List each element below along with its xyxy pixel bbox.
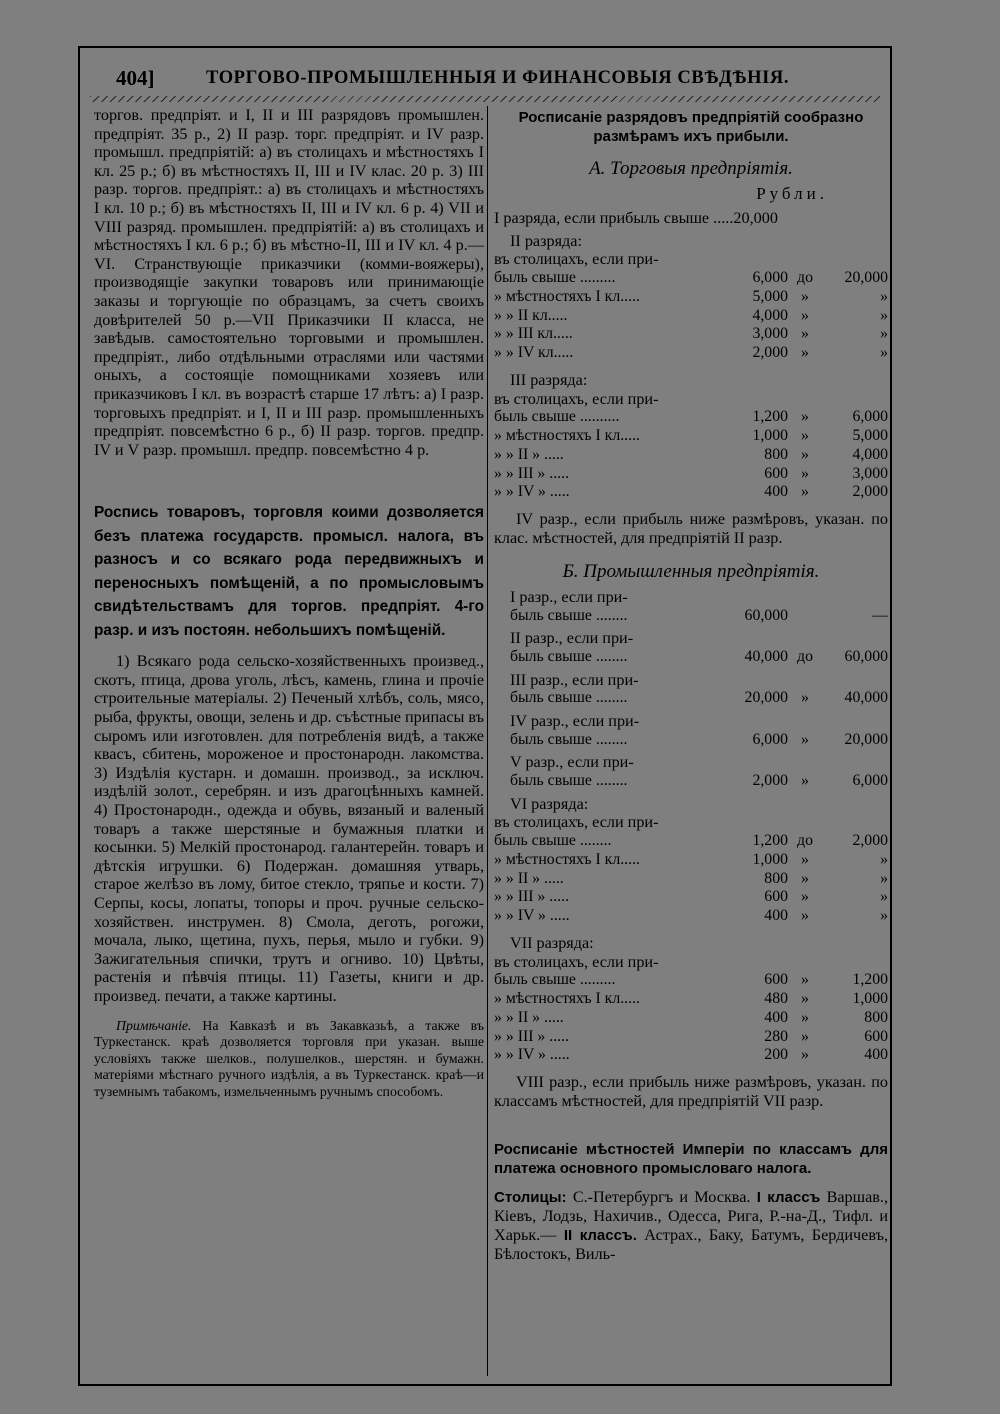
rate-v2: 6,000 bbox=[852, 408, 888, 426]
b-grade-table bbox=[494, 772, 888, 791]
rate-v1: 800 bbox=[764, 869, 788, 887]
rate-row bbox=[494, 483, 888, 502]
rate-v2: 6,000 bbox=[852, 772, 888, 790]
class1-label: I классъ bbox=[756, 1189, 821, 1207]
rate-label: » » II кл..... bbox=[494, 306, 568, 324]
rate-row bbox=[494, 344, 888, 363]
rate-v2: » bbox=[880, 850, 888, 868]
rate-sep: » bbox=[801, 344, 809, 362]
rate-row bbox=[494, 832, 888, 851]
rate-v2: 20,000 bbox=[844, 268, 888, 286]
b-grade-line1: II разр., если при- bbox=[510, 629, 634, 648]
rate-row bbox=[494, 446, 888, 465]
rate-v2: » bbox=[880, 888, 888, 906]
rate-l2: быль свыше ........ bbox=[510, 647, 628, 665]
rate-sep: » bbox=[801, 483, 809, 501]
rate-sep: до bbox=[797, 268, 813, 286]
a-grade-2-head: II разряда: bbox=[510, 231, 582, 250]
rate-v2: — bbox=[872, 606, 888, 624]
goods-list: 1) Всякаго рода сельско-хозяйственныхъ произвед., скотъ, птица, дрова уголь, лѣсъ, камень, глина и прочіе строительные матеріалы. 2) Печеный хлѣбъ, соль, мясо, рыба, фрукты, овощи, зелень и др. съѣстные припасы въ сыромъ или изготовлен. для потребленія видѣ, а также квасъ, сбитень, мороженое и простонародн. лакомства. 3) Издѣлія кустарн. и домашн. производ., за исключ. издѣлій золот., серебрян. и изъ драгоцѣнныхъ камней. 4) Простонародн., одежда и обувь, вязаный и валеный товаръ а также шерстяные и бумажныя платки и косынки. 5) Мелкій простонарод. галантерейн. товаръ и дѣтскія игрушки. 6) Подержан. домашняя утварь, старое желѣзо въ лому, битое стекло, тряпье и кости. 7) Серпы, косы, лопаты, топоры и проч. ручные сельско-хозяйствен. инструмен. 8) Смола, деготь, рогожи, мочала, лыко, щетина, пухъ, перья, мыло и губки. 9) Зажигательныя спички, трутъ и огниво. 10) Цвѣты, растенія и пѣвчія птицы. 11) Газеты, книги и др. произвед. печати, а также картины. bbox=[94, 652, 485, 1005]
b-grade-7-intro: въ столицахъ, если при- bbox=[494, 952, 659, 971]
rate-v1: 480 bbox=[764, 990, 788, 1008]
rate-label: » » III » ..... bbox=[494, 888, 570, 906]
rate-v2: 40,000 bbox=[844, 689, 888, 707]
rate-label: » мѣстностяхъ I кл..... bbox=[494, 990, 640, 1008]
rate-v1: 1,200 bbox=[752, 408, 788, 426]
rate-row bbox=[494, 325, 888, 344]
note-label: Примѣчаніе. bbox=[116, 1017, 192, 1033]
rate-row bbox=[494, 772, 888, 791]
b-grade-table bbox=[494, 689, 888, 708]
rate-label: » » III » ..... bbox=[494, 1027, 570, 1045]
rate-v1: 6,000 bbox=[752, 730, 788, 748]
list-heading: Роспись товаровъ, торговля коими дозволяется безъ платежа государств. промысл. налога, въ разносъ и со всякаго рода передвижныхъ и переносныхъ помѣщеній, а по промысловымъ свидѣтельствамъ для торгов. предпріят. 4-го разр. и изъ постоян. небольшихъ помѣщеній. bbox=[94, 504, 484, 639]
rate-sep: » bbox=[801, 1027, 809, 1045]
b-grade-line1: III разр., если при- bbox=[510, 670, 639, 689]
class1-text: Варшав., Кіевъ, Лодзь, Нахичив., Одесса, Рига, Р.-на-Д., Тифл. и Харьк.— bbox=[494, 1188, 889, 1244]
b-grade-7-head: VII разряда: bbox=[510, 934, 594, 953]
rate-label: быль свыше ......... bbox=[494, 268, 616, 286]
rate-v1: 60,000 bbox=[744, 606, 788, 624]
rate-row bbox=[494, 1028, 888, 1047]
rate-label: » » II » ..... bbox=[494, 445, 564, 463]
b-grade-line1: IV разр., если при- bbox=[510, 712, 640, 731]
b-grade-6-table bbox=[494, 832, 888, 926]
rate-label: быль свыше ........ bbox=[494, 832, 612, 850]
localities-heading: Росписаніе мѣстностей Имперіи по классамъ для платежа основного промысловаго налога. bbox=[494, 1141, 888, 1178]
rates-heading: Росписаніе разрядовъ предпріятій сообразно размѣрамъ ихъ прибыли. bbox=[518, 109, 864, 145]
class2-label: II классъ. bbox=[563, 1226, 637, 1244]
rate-sep: » bbox=[801, 445, 809, 463]
rate-row bbox=[494, 689, 888, 708]
rate-sep: до bbox=[797, 832, 813, 850]
rate-label: » » III кл..... bbox=[494, 325, 573, 343]
rate-row bbox=[494, 888, 888, 907]
b-grade-row bbox=[494, 629, 888, 666]
rate-v2: » bbox=[880, 907, 888, 925]
b-grade-row bbox=[494, 671, 888, 708]
b-grade-6 bbox=[494, 795, 888, 926]
rate-sep: » bbox=[801, 850, 809, 868]
page-header bbox=[102, 60, 882, 90]
rate-sep: » bbox=[801, 772, 809, 790]
rate-v2: » bbox=[880, 325, 888, 343]
rate-label: » » IV » ..... bbox=[494, 907, 570, 925]
note-text: На Кавказѣ и въ Закавказьѣ, а также въ Туркестанск. краѣ дозволяется торговля при указан. выше условіяхъ также шелков., полушелков., шерстян. и бумажн. матеріями мѣстнаго ручного издѣлія, а въ Туркестанск. краѣ—и туземнымъ табакомъ, измельченнымъ ручнымъ способомъ. bbox=[94, 1017, 484, 1099]
a-grade-1: I разряда, если прибыль свыше .....20,000 bbox=[494, 209, 778, 228]
rate-sep: » bbox=[801, 408, 809, 426]
rate-v2: 2,000 bbox=[852, 832, 888, 850]
rate-v2: 4,000 bbox=[852, 445, 888, 463]
rate-v1: 400 bbox=[764, 483, 788, 501]
b-grade-row bbox=[494, 712, 888, 749]
b-grade-6-intro: въ столицахъ, если при- bbox=[494, 813, 659, 832]
rate-v2: 800 bbox=[864, 1008, 888, 1026]
section-a-title: А. Торговыя предпріятія. bbox=[589, 158, 793, 179]
rate-v1: 1,200 bbox=[752, 832, 788, 850]
a-grade-3-head: III разряда: bbox=[510, 370, 588, 389]
capitals-text: С.-Петербургъ и Москва. bbox=[572, 1188, 751, 1207]
rate-sep: » bbox=[801, 869, 809, 887]
rate-v2: » bbox=[880, 344, 888, 362]
rate-v1: 40,000 bbox=[744, 647, 788, 665]
rate-v2: » bbox=[880, 869, 888, 887]
rate-row bbox=[494, 870, 888, 889]
rate-v2: 20,000 bbox=[844, 730, 888, 748]
rate-v1: 280 bbox=[764, 1027, 788, 1045]
rate-sep: » bbox=[801, 1046, 809, 1064]
rate-v1: 600 bbox=[764, 971, 788, 989]
rate-v1: 400 bbox=[764, 1008, 788, 1026]
b-grade-8: VIII разр., если прибыль ниже размѣровъ, указан. по классамъ мѣстностей, для предпріятій VII разр. bbox=[494, 1073, 888, 1110]
rate-row bbox=[494, 408, 888, 427]
rate-row bbox=[494, 607, 888, 626]
rate-v2: 1,200 bbox=[852, 971, 888, 989]
rate-row bbox=[494, 731, 888, 750]
rate-sep: » bbox=[801, 971, 809, 989]
rate-v2: 600 bbox=[864, 1027, 888, 1045]
rate-label: » мѣстностяхъ I кл..... bbox=[494, 850, 640, 868]
rate-v1: 20,000 bbox=[744, 689, 788, 707]
rate-v1: 400 bbox=[764, 907, 788, 925]
b-grade-row bbox=[494, 753, 888, 790]
section-b-title: Б. Промышленныя предпріятія. bbox=[562, 561, 820, 583]
a-grade-3-table bbox=[494, 408, 888, 502]
rate-sep: » bbox=[801, 426, 809, 444]
rate-label: быль свыше .......... bbox=[494, 408, 620, 426]
rate-row bbox=[494, 427, 888, 446]
rate-row bbox=[494, 851, 888, 870]
rate-v1: 1,000 bbox=[752, 426, 788, 444]
a-grade-3 bbox=[494, 371, 888, 502]
rate-row bbox=[494, 907, 888, 926]
b-grades-1-5 bbox=[494, 588, 888, 791]
rate-row bbox=[494, 971, 888, 990]
rate-v1: 600 bbox=[764, 888, 788, 906]
right-column bbox=[494, 108, 888, 1264]
rate-sep: » bbox=[801, 1008, 809, 1026]
rate-row bbox=[494, 269, 888, 288]
running-title: ТОРГОВО-ПРОМЫШЛЕННЫЯ И ФИНАНСОВЫЯ СВѢДѢНІЯ. bbox=[206, 68, 790, 88]
rate-row bbox=[494, 1046, 888, 1065]
rate-label: » » II » ..... bbox=[494, 869, 564, 887]
rate-label: быль свыше ......... bbox=[494, 971, 616, 989]
rate-label: » мѣстностяхъ I кл..... bbox=[494, 287, 640, 305]
rate-v2: 5,000 bbox=[852, 426, 888, 444]
rate-sep: » bbox=[801, 306, 809, 324]
a-grade-3-intro: въ столицахъ, если при- bbox=[494, 389, 659, 408]
rate-v1: 1,000 bbox=[752, 850, 788, 868]
rate-row bbox=[494, 465, 888, 484]
b-grade-table bbox=[494, 607, 888, 626]
rate-l2: быль свыше ........ bbox=[510, 730, 628, 748]
rate-sep: » bbox=[801, 730, 809, 748]
b-grade-7-table bbox=[494, 971, 888, 1065]
b-grade-line1: V разр., если при- bbox=[510, 753, 634, 772]
rate-v1: 2,000 bbox=[752, 344, 788, 362]
rate-label: » » III » ..... bbox=[494, 464, 570, 482]
rate-l2: быль свыше ........ bbox=[510, 689, 628, 707]
unit-label: Рубли. bbox=[756, 183, 828, 203]
rate-row bbox=[494, 307, 888, 326]
rate-sep: » bbox=[801, 325, 809, 343]
rate-sep: » bbox=[801, 689, 809, 707]
rate-v2: 2,000 bbox=[852, 483, 888, 501]
rate-sep: до bbox=[797, 647, 813, 665]
rate-sep bbox=[788, 607, 822, 626]
rate-v2: 60,000 bbox=[844, 647, 888, 665]
rate-v1: 600 bbox=[764, 464, 788, 482]
rate-v2: 400 bbox=[864, 1046, 888, 1064]
rate-v2: » bbox=[880, 306, 888, 324]
note-paragraph bbox=[94, 1018, 484, 1101]
a-grade-2-table bbox=[494, 269, 888, 363]
b-grade-line1: I разр., если при- bbox=[510, 587, 628, 606]
rate-label: » » IV » ..... bbox=[494, 1046, 570, 1064]
rate-sep: » bbox=[801, 907, 809, 925]
rate-sep: » bbox=[801, 287, 809, 305]
b-grade-table bbox=[494, 648, 888, 667]
rate-label: » » IV » ..... bbox=[494, 483, 570, 501]
rate-row bbox=[494, 990, 888, 1009]
rate-v1: 6,000 bbox=[752, 268, 788, 286]
a-grade-2 bbox=[494, 232, 888, 363]
rate-sep: » bbox=[801, 990, 809, 1008]
rate-label: » » IV кл..... bbox=[494, 344, 574, 362]
rate-v2: » bbox=[880, 287, 888, 305]
rate-v1: 4,000 bbox=[752, 306, 788, 324]
rate-l2: быль свыше ........ bbox=[510, 772, 628, 790]
b-grade-7 bbox=[494, 934, 888, 1065]
rate-v1: 200 bbox=[764, 1046, 788, 1064]
rate-sep: » bbox=[801, 888, 809, 906]
b-grade-row bbox=[494, 588, 888, 625]
column-divider bbox=[487, 106, 488, 1376]
document-page bbox=[78, 46, 892, 1386]
header-rule bbox=[90, 96, 880, 102]
rate-row bbox=[494, 288, 888, 307]
b-grade-6-head: VI разряда: bbox=[510, 794, 589, 813]
capitals-label: Столицы: bbox=[494, 1189, 567, 1207]
rate-v1: 2,000 bbox=[752, 772, 788, 790]
rate-row bbox=[494, 1009, 888, 1028]
page-number: 404] bbox=[116, 66, 155, 90]
rate-sep: » bbox=[801, 464, 809, 482]
localities-text bbox=[494, 1188, 888, 1263]
a-grade-2-intro: въ столицахъ, если при- bbox=[494, 250, 659, 269]
rate-row bbox=[494, 648, 888, 667]
rate-v1: 5,000 bbox=[752, 287, 788, 305]
rate-v1: 800 bbox=[764, 445, 788, 463]
rate-label: » » II » ..... bbox=[494, 1008, 564, 1026]
rate-l2: быль свыше ........ bbox=[510, 606, 628, 624]
rate-v2: 3,000 bbox=[852, 464, 888, 482]
rate-label: » мѣстностяхъ I кл..... bbox=[494, 426, 640, 444]
intro-paragraph: торгов. предпріят. и I, II и III разрядовъ промышлен. предпріят. 35 р., 2) II разр. торг. предпріят. и IV разр. промышл. предпріятій: а) въ столицахъ и мѣстностяхъ I кл. 25 р.; б) въ мѣстностяхъ II, III и IV клас. 20 р. 3) III разр. торгов. предпріят.: а) въ столицахъ и мѣстностяхъ I кл. 10 р.; б) въ мѣстностяхъ II, III и IV кл. 6 р. 4) VII и VIII разряд. промышлен. предпріятій: а) въ столицахъ и мѣстностяхъ I кл. 6 р.; б) въ мѣстно-II, III и IV кл. 4 р.—VI. Странствующіе приказчики (комми-вояжеры), производящіе закупки товаровъ или принимающіе заказы и торгующіе по образцамъ, за счетъ своихъ довѣрителей 50 р.—VII Приказчики II класса, не завѣдыв. самостоятельно торговыми и промышлен. предпріят., либо отдѣльными отраслями или частями оныхъ, а состоящіе помощниками хозяевъ или приказчиковъ I кл. въ возрастѣ старше 17 лѣтъ: а) I разр. торговыхъ предпріят. и I, II и III разр. промышленныхъ предпріят. повсемѣстно 6 р., б) II разр. торгов. предпр. IV и V разр. промышл. предпр. повсемѣстно 4 р. bbox=[94, 106, 484, 459]
rate-v2: 1,000 bbox=[852, 990, 888, 1008]
class2-text: Астрах., Баку, Батумъ, Бердичевъ, Бѣлостокъ, Виль- bbox=[494, 1225, 889, 1263]
a-grade-4: IV разр., если прибыль ниже размѣровъ, указан. по клас. мѣстностей, для предпріятій II разр. bbox=[494, 510, 888, 547]
b-grade-table bbox=[494, 731, 888, 750]
rate-v1: 3,000 bbox=[752, 325, 788, 343]
left-column bbox=[94, 106, 484, 1101]
